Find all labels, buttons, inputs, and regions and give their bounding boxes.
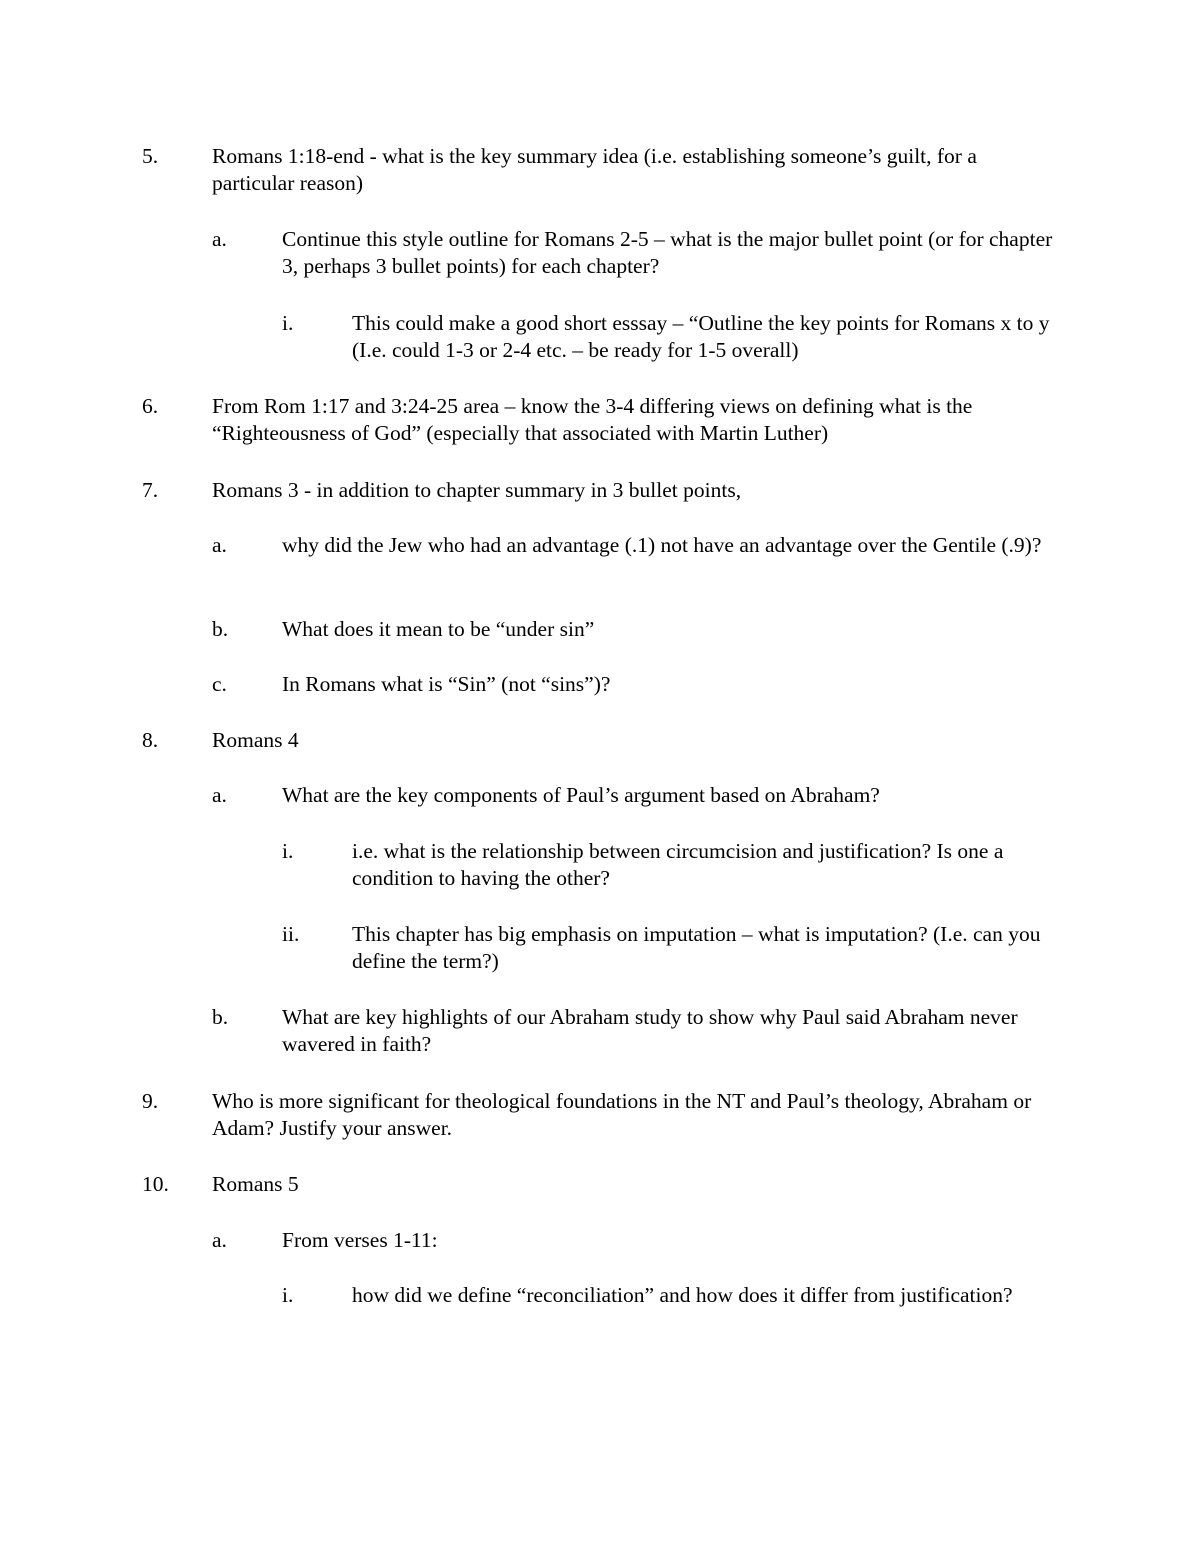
list-item-text: From verses 1-11: [282,1228,438,1252]
list-marker: i. [282,311,294,335]
list-item-text: Romans 5 [212,1172,299,1196]
list-marker: a. [212,1228,227,1252]
list-item-text: i.e. what is the relationship between circumcision and justification? Is one a condition to having the other? [352,839,1004,890]
list-item-text: Romans 3 - in addition to chapter summary in 3 bullet points, [212,478,742,502]
list-marker: 6. [142,394,159,418]
list-marker: i. [282,1283,294,1307]
list-item-text: Romans 1:18-end - what is the key summary idea (i.e. establishing someone’s guilt, for a particular reason) [212,144,977,195]
list-item-text: This could make a good short esssay – “Outline the key points for Romans x to y (I.e. could 1-3 or 2-4 etc. – be ready for 1-5 overall) [352,311,1050,362]
list-item-text: how did we define “reconciliation” and how does it differ from justification? [352,1283,1013,1307]
list-marker: 5. [142,144,159,168]
list-marker: a. [212,783,227,807]
list-marker: 10. [142,1172,169,1196]
list-item-text: Romans 4 [212,728,299,752]
list-item-text: In Romans what is “Sin” (not “sins”)? [282,672,611,696]
list-marker: b. [212,1005,229,1029]
list-item-text: From Rom 1:17 and 3:24-25 area – know the 3-4 differing views on defining what is the “Righteousness of God” (especially that associated with Martin Luther) [212,394,973,445]
list-item-text: why did the Jew who had an advantage (.1) not have an advantage over the Gentile (.9)? [282,533,1042,557]
list-item-text: What does it mean to be “under sin” [282,617,595,641]
list-marker: b. [212,617,229,641]
list-item-text: What are the key components of Paul’s argument based on Abraham? [282,783,880,807]
list-marker: 7. [142,478,159,502]
list-item-text: What are key highlights of our Abraham study to show why Paul said Abraham never wavered in faith? [282,1005,1018,1056]
list-marker: a. [212,227,227,251]
list-item-text: This chapter has big emphasis on imputation – what is imputation? (I.e. can you define the term?) [352,922,1041,973]
list-marker: 9. [142,1089,159,1113]
list-marker: i. [282,839,294,863]
list-marker: ii. [282,922,300,946]
list-marker: 8. [142,728,159,752]
list-marker: a. [212,533,227,557]
list-item-text: Who is more significant for theological foundations in the NT and Paul’s theology, Abraham or Adam? Justify your answer. [212,1089,1032,1140]
list-marker: c. [212,672,227,696]
list-item-text: Continue this style outline for Romans 2-5 – what is the major bullet point (or for chapter 3, perhaps 3 bullet points) for each chapter? [282,227,1053,278]
